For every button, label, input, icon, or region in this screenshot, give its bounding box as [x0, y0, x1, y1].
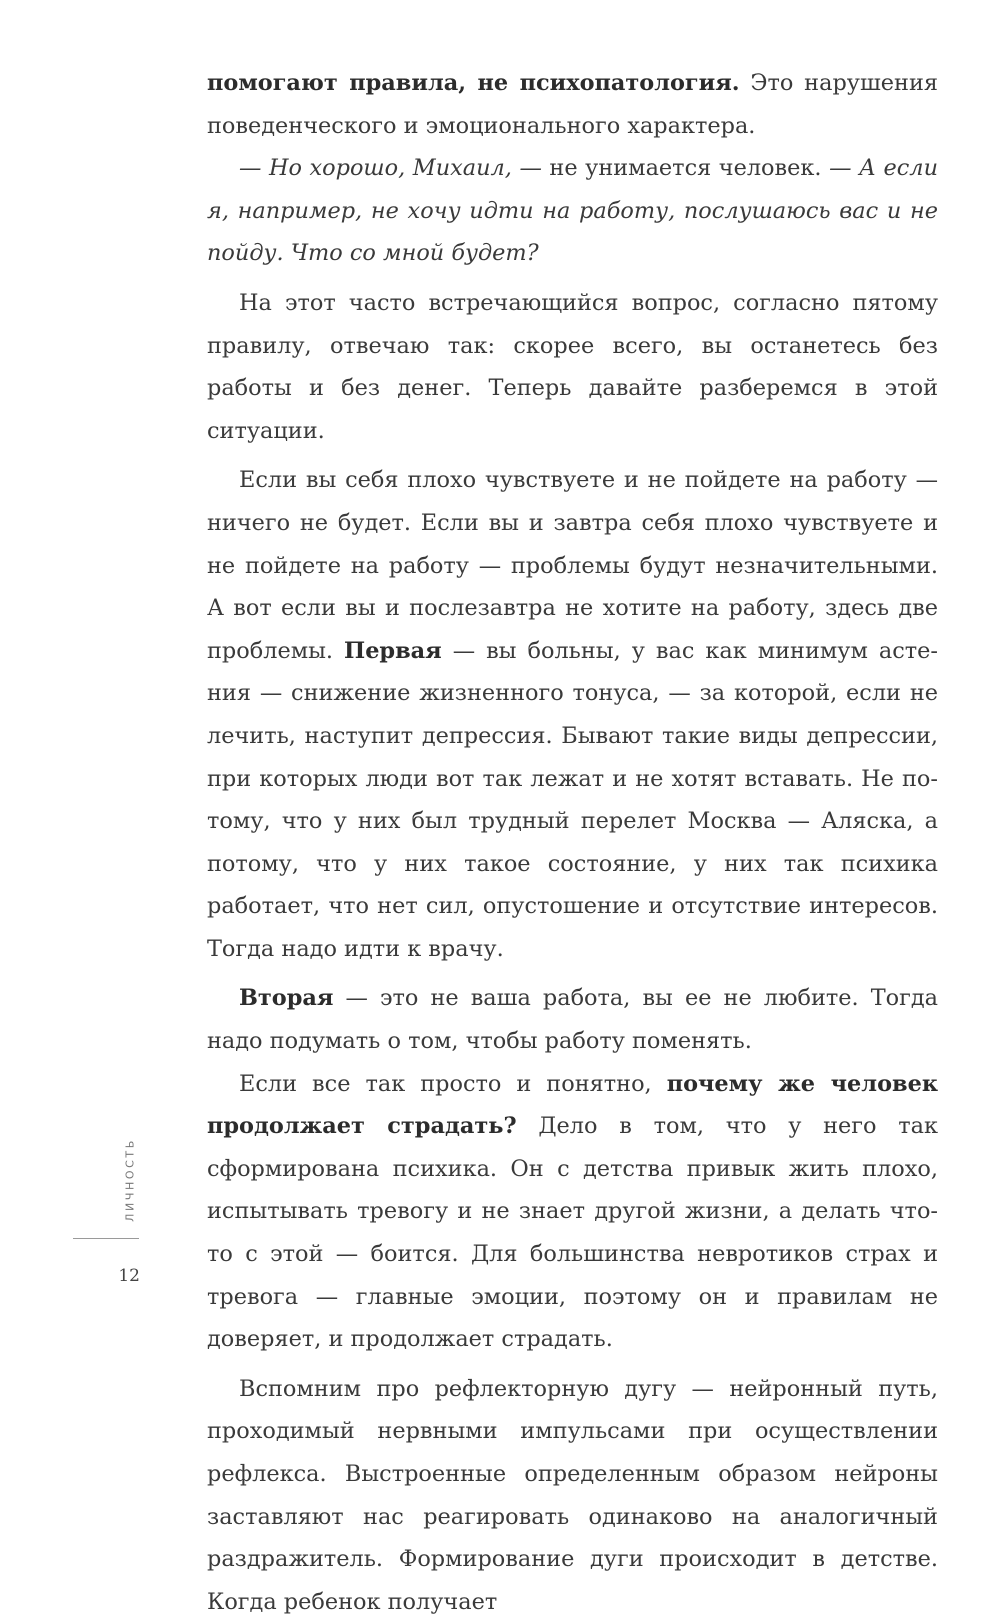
paragraph-1 — [207, 62, 938, 147]
text-run: Вспомним про рефлекторную дугу — нейронный путь, проходимый нервными импульсами при осуществлении рефлекса. Выстроенные определенным образом нейроны заставляют нас реагировать одинаково на аналогичный раздражитель. Формирование дуги происходит в детстве. Когда ребенок получает — [207, 1375, 938, 1615]
margin-rule — [73, 1238, 139, 1239]
paragraph-6 — [207, 1063, 938, 1361]
text-run: Если все так просто и понятно, — [239, 1070, 667, 1097]
paragraph-2 — [207, 147, 938, 275]
body-text — [207, 62, 938, 1623]
text-run: Это нарушения поведенческого и эмоционального характера. — [207, 70, 938, 139]
text-run: На этот часто встречающийся вопрос, согласно пятому правилу, отвечаю так: скорее всего, вы останетесь без работы и без денег. Теперь давайте разберемся в этой ситуации. — [207, 289, 938, 444]
italic-phrase: — Но хорошо, Михаил, — — [239, 155, 542, 182]
text-run: Если вы себя плохо чувствуете и не пойдете на работу — ничего не будет. Если вы и завтра себя плохо чувствуете и не пойдете на работу — проблемы будут незначительными. А вот если вы и послезавтра не хотите на работу, здесь две проблемы. — [207, 467, 938, 664]
italic-phrase: — А если я, например, не хочу идти на работу, послушаюсь вас и не пойду. Что со мной будет? — [207, 155, 938, 267]
paragraph-4 — [207, 459, 938, 970]
paragraph-3 — [207, 282, 938, 452]
text-run: — вы больны, у вас как минимум астения — снижение жизненного тонуса, — за которой, если не лечить, наступит депрессия. Бывают такие виды депрессии, при которых люди вот так лежат и не хотят вставать. Не потому, что у них был трудный перелет Москва — Аляска, а потому, что у них такое состояние, у них так психика работает, что нет сил, опустошение и отсутствие интересов. Тогда надо идти к врачу. — [207, 637, 938, 962]
text-run: — это не ваша работа, вы ее не любите. Тогда надо подумать о том, чтобы работу поменять. — [207, 985, 938, 1055]
text-run: Дело в том, что у него так сформирована психика. Он с детства привык жить плохо, испытывать тревогу и не знает другой жизни, а делать что-то с этой — боится. Для большинства невротиков страх и тревога — главные эмоции, поэтому он и правилам не доверяет, и продолжает страдать. — [207, 1113, 938, 1353]
bold-phrase: помогают правила, не психопатология. — [207, 70, 740, 96]
bold-phrase: почему же человек продолжает страдать? — [207, 1070, 938, 1140]
bold-phrase: Вторая — [239, 985, 334, 1012]
running-head — [120, 1130, 140, 1230]
bold-phrase: Первая — [344, 637, 442, 664]
page-number: 12 — [118, 1266, 140, 1286]
paragraph-5 — [207, 977, 938, 1062]
paragraph-7 — [207, 1368, 938, 1623]
text-run: не унимается человек. — [541, 155, 830, 182]
running-head-label: ЛИЧНОСТЬ — [123, 1138, 137, 1222]
